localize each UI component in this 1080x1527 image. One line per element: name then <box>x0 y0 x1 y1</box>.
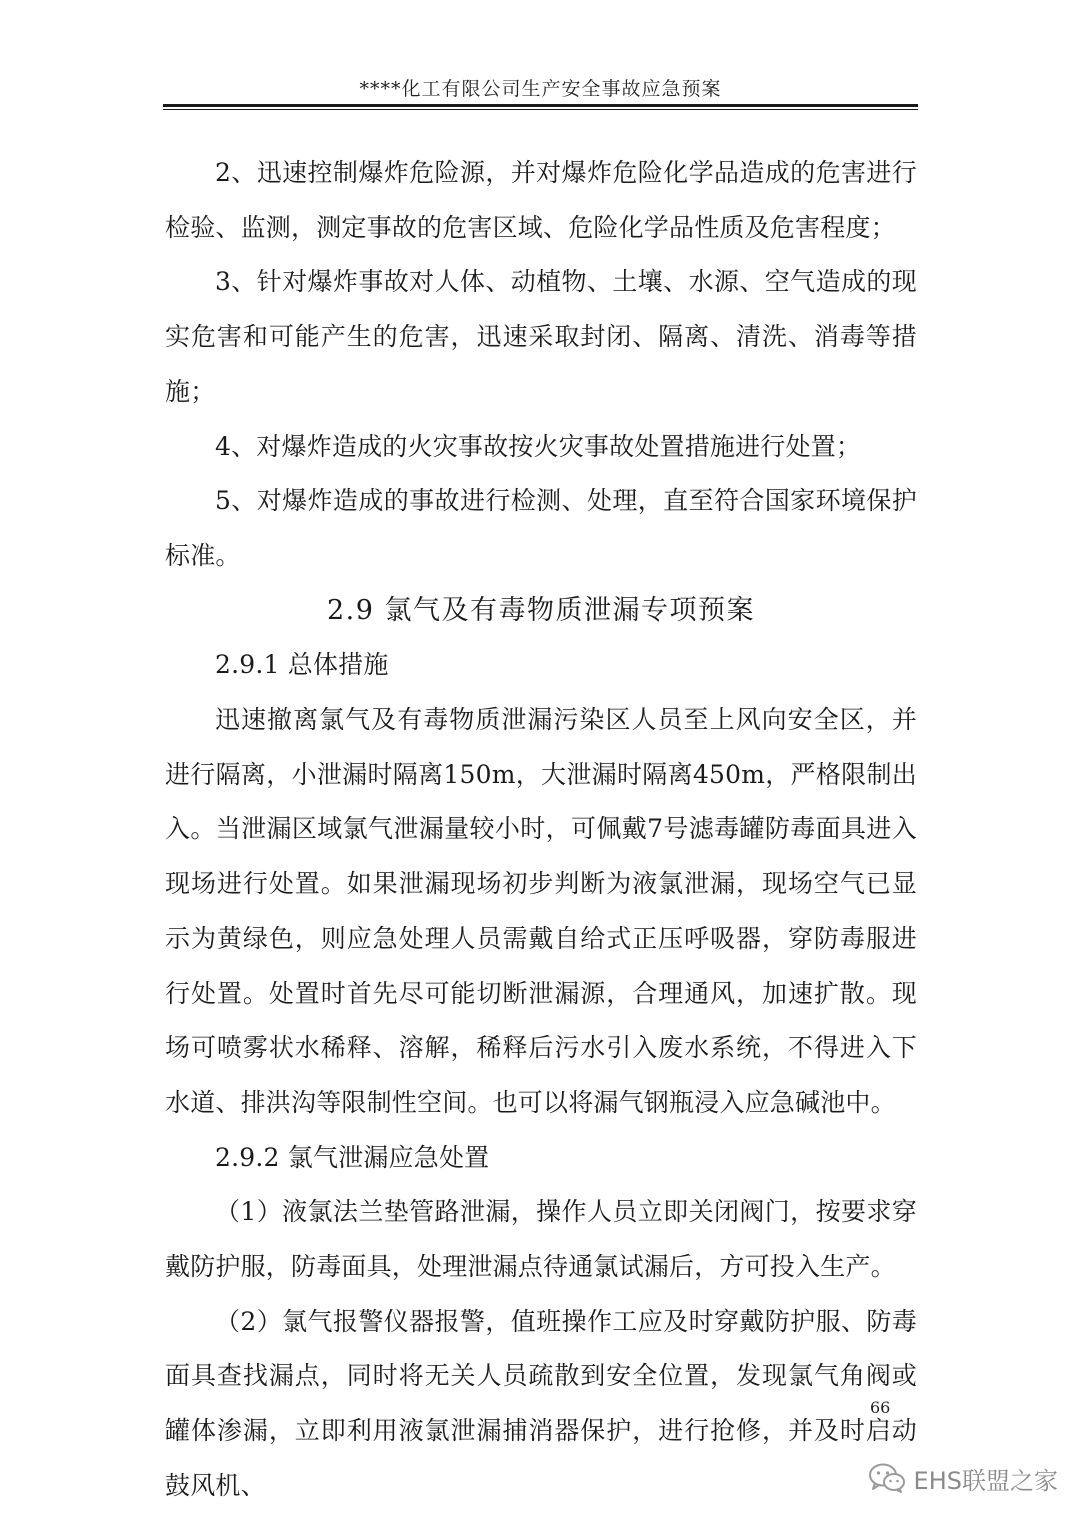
page-header: ****化工有限公司生产安全事故应急预案 <box>359 78 722 100</box>
subsection-heading-chlorine-leak: 2.9.2 氯气泄漏应急处置 <box>215 1142 490 1172</box>
paragraph-item-2: 2、迅速控制爆炸危险源，并对爆炸危险化学品造成的危害进行检验、监测，测定事故的危害区域、危险化学品性质及危害程度； <box>165 158 917 242</box>
wechat-icon <box>868 1462 906 1494</box>
paragraph-chlorine-item-1: （1）液氯法兰垫管路泄漏，操作人员立即关闭阀门，按要求穿戴防护服，防毒面具，处理泄漏点待通氯试漏后，方可投入生产。 <box>165 1197 917 1282</box>
section-heading: 2.9 氯气及有毒物质泄漏专项预案 <box>326 594 756 626</box>
document-body <box>165 146 917 1514</box>
paragraph-overall-measures: 迅速撤离氯气及有毒物质泄漏污染区人员至上风向安全区，并进行隔离，小泄漏时隔离150m，大泄漏时隔离450m，严格限制出入。当泄漏区域氯气泄漏量较小时，可佩戴7号滤毒罐防毒面具进入现场进行处置。如果泄漏现场初步判断为液氯泄漏，现场空气已显示为黄绿色，则应急处理人员需戴自给式正压呼吸器，穿防毒服进行处置。处置时首先尽可能切断泄漏源，合理通风，加速扩散。现场可喷雾状水稀释、溶解，稀释后污水引入废水系统，不得进入下水道、排洪沟等限制性空间。也可以将漏气钢瓶浸入应急碱池中。 <box>165 705 917 1117</box>
paragraph-item-3: 3、针对爆炸事故对人体、动植物、土壤、水源、空气造成的现实危害和可能产生的危害，迅速采取封闭、隔离、清洗、消毒等措施； <box>165 267 917 406</box>
watermark <box>868 1458 1058 1498</box>
paragraph-item-4: 4、对爆炸造成的火灾事故按火灾事故处置措施进行处置； <box>215 431 862 461</box>
subsection-heading-overall-measures: 2.9.1 总体措施 <box>215 650 389 680</box>
paragraph-item-5: 5、对爆炸造成的事故进行检测、处理，直至符合国家环境保护标准。 <box>165 486 917 570</box>
paragraph-chlorine-item-2: （2）氯气报警仪器报警，值班操作工应及时穿戴防护服、防毒面具查找漏点，同时将无关人员疏散到安全位置，发现氯气角阀或罐体渗漏，立即利用液氯泄漏捕消器保护，进行抢修，并及时启动鼓风机、 <box>165 1306 917 1500</box>
header-rule-thin <box>163 109 918 110</box>
page-number: 66 <box>870 1398 891 1417</box>
watermark-text: EHS联盟之家 <box>913 1466 1058 1495</box>
header-rule <box>163 104 918 107</box>
